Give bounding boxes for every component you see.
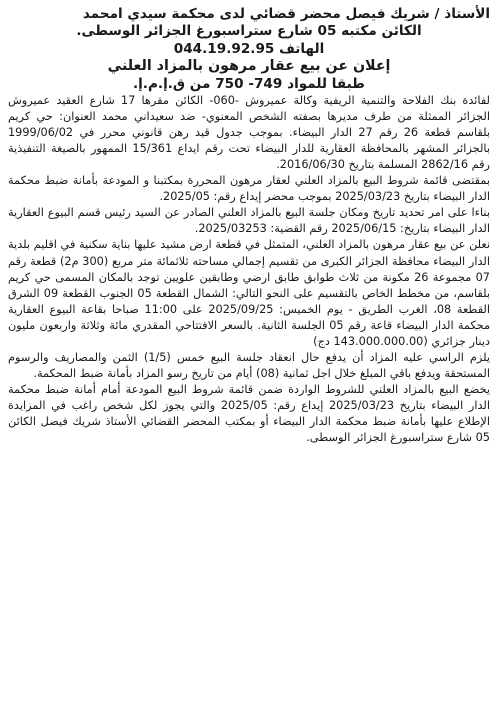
paragraph-parties: لفائدة بنك الفلاحة والتنمية الريفية وكالة عميروش -060- الكائن مقرها 17 شارع العقيد عميروش الجزائر الممثلة من طرف مديرها بصفته الشخص المعنوي- ضد سعيداني محمد العنوان: حي كريم بلقاسم قطعة 26 رقم 27 الدار البيضاء. بموجب جدول قيد رهن قانوني محرر في 1999/06/02 بالجزائر المشهر بالمحافظة العقارية للدار البيضاء تحت رقم ايداع 15/361 الممهور بالصيغة التنفيذية رقم 2862/16 المسلمة بتاريخ 2016/06/30. [8,94,491,172]
paragraph-property-description: نعلن عن بيع عقار مرهون بالمزاد العلني، المتمثل في قطعة ارض مشيد عليها بناية سكنية في اقليم بلدية الدار البيضاء محافظة الجزائر الكبرى من تقسيم إجمالي مساحته ثلاثمائة متر مربع (300 م2) قطعة رقم 07 مجموعة 26 مكونة من ثلاث طوابق طابق ارضي وطابقين علويين توجد بالمكان المسمى حي كريم بلقاسم، من مخطط الخاص بالتقسيم على النحو التالي: الشمال القطعة 05 الجنوب القطعة 09 الشرق القطعة 08، الغرب الطريق - يوم الخميس: 2025/09/25 على 11:00 صباحا بقاعة البيوع العقارية محكمة الدار البيضاء قاعة رقم 05 الجلسة الثانية. بالسعر الافتتاحي المقدري مائة وثلاثة واربعون مليون دينار جزائري (143.000.000.00 دج) [8,238,491,348]
paragraph-payment-terms: يلزم الراسي عليه المزاد أن يدفع حال انعقاد جلسة البيع خمس (1/5) الثمن والمصاريف والرسوم المستحقة ويدفع باقي المبلغ خلال اجل ثمانية (08) أيام من تاريخ رسو المزاد بأمانة ضبط المحكمة. [8,350,490,380]
bailiff-name-line: الأستاذ / شريك فيصل محضر قضائي لدى محكمة سيدي امحمد [82,6,490,22]
paragraph-conditions-list: بمقتضى قائمة شروط البيع بالمزاد العلني لعقار مرهون المحررة بمكتبنا و المودعة بأمانة ضبط محكمة الدار البيضاء بتاريخ 2025/03/23 بموجب محضر إيداع رقم: 2025/05. [8,174,490,204]
notice-subtitle: طبقا للمواد 749- 750 من ق.إ.م.إ. [132,75,365,92]
office-address-line: الكائن مكتبه 05 شارع ستراسبورغ الجزائر الوسطى. [76,23,422,40]
notice-title: إعلان عن بيع عقار مرهون بالمزاد العلني [107,58,391,75]
phone-line: الهاتف 044.19.92.95 [173,40,325,57]
paragraph-sale-terms: يخضع البيع بالمزاد العلني للشروط الواردة ضمن قائمة شروط البيع المودعة أمام أمانة ضبط محكمة الدار البيضاء بتاريخ 2025/03/23 إيداع رقم: 2025/05 والتي يجوز لكل شخص راغب في المزايدة الإطلاع عليها بأمانة ضبط محكمة الدار البيضاء أو بمكتب المحضر القضائي الأستاذ شريك فيصل الكائن 05 شارع ستراسبورغ الجزائر الوسطى. [8,382,491,445]
paragraph-court-order: بناءا على امر تحديد تاريخ ومكان جلسة البيع بالمزاد العلني الصادر عن السيد رئيس قسم البيوع العقارية الدار البيضاء بتاريخ: 2025/06/15 رقم القضية: 2025/03253. [8,206,490,236]
